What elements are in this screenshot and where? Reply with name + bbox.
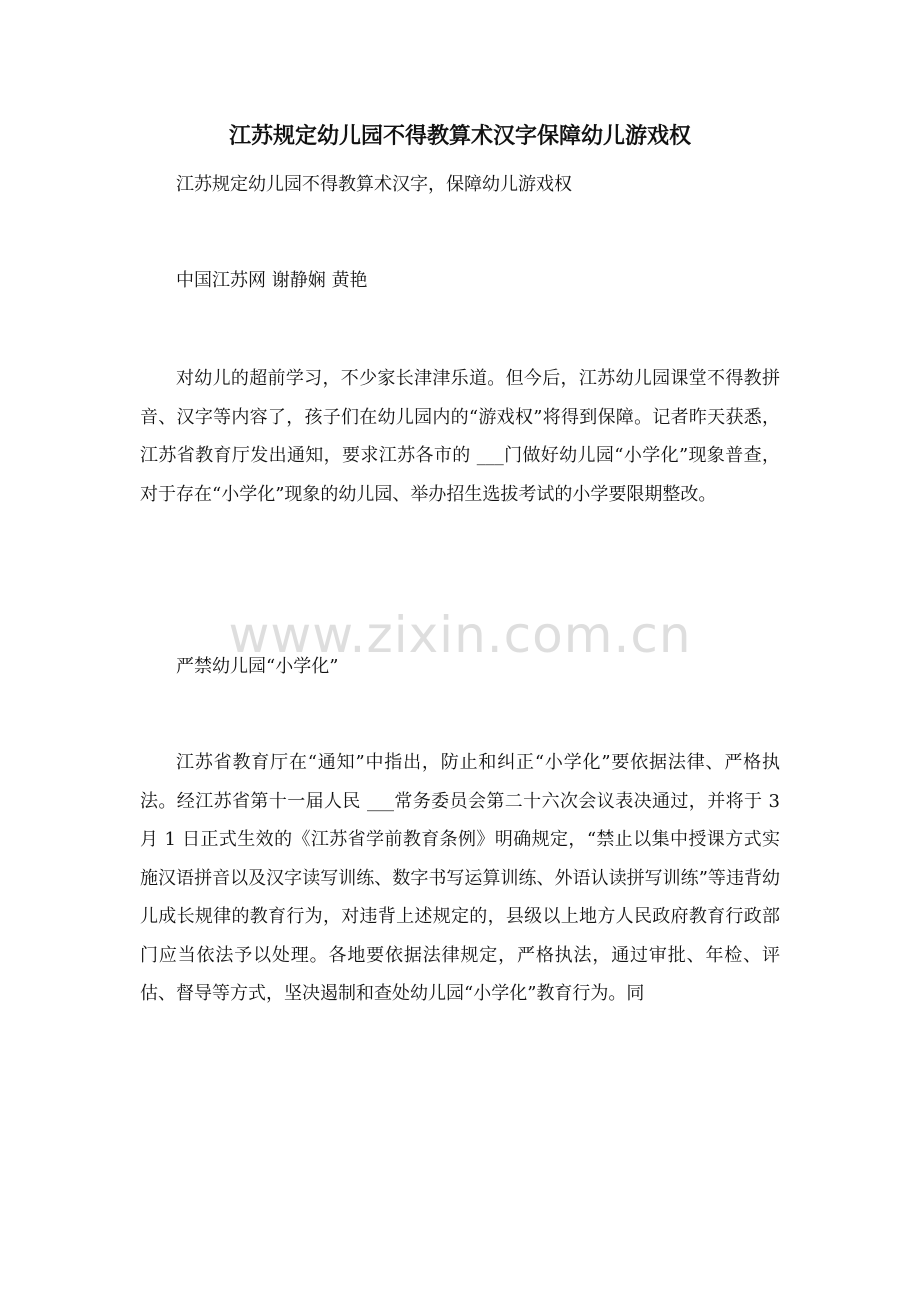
watermark: www.zixin.com.cn (228, 606, 692, 664)
source-line: 中国江苏网 谢静娴 黄艳 (176, 270, 368, 291)
section-heading: 严禁幼儿园“小学化” (176, 656, 339, 677)
paragraph-body: 江苏省教育厅在“通知”中指出，防止和纠正“小学化”要依据法律、严格执法。经江苏省第十一届人民 ___常务委员会第二十六次会议表决通过，并将于 3 月 1 日正式生效的《江苏省学前教育条例》明确规定，“禁止以集中授课方式实施汉语拼音以及汉字读写训练、数字书写运算训练、外语认读拼写训练”等违背幼儿成长规律的教育行为，对违背上述规定的，县级以上地方人民政府教育行政部门应当依法予以处理。各地要依据法律规定，严格执法，通过审批、年检、评估、督导等方式，坚决遏制和查处幼儿园“小学化”教育行为。同 (140, 752, 780, 1004)
document-subtitle: 江苏规定幼儿园不得教算术汉字，保障幼儿游戏权 (176, 174, 572, 195)
paragraph-intro: 对幼儿的超前学习，不少家长津津乐道。但今后，江苏幼儿园课堂不得教拼音、汉字等内容了，孩子们在幼儿园内的“游戏权”将得到保障。记者昨天获悉，江苏省教育厅发出通知，要求江苏各市的 ___门做好幼儿园“小学化”现象普查，对于存在“小学化”现象的幼儿园、举办招生选拔考试的小学要限期整改。 (140, 368, 780, 505)
document-title: 江苏规定幼儿园不得教算术汉字保障幼儿游戏权 (228, 123, 691, 149)
